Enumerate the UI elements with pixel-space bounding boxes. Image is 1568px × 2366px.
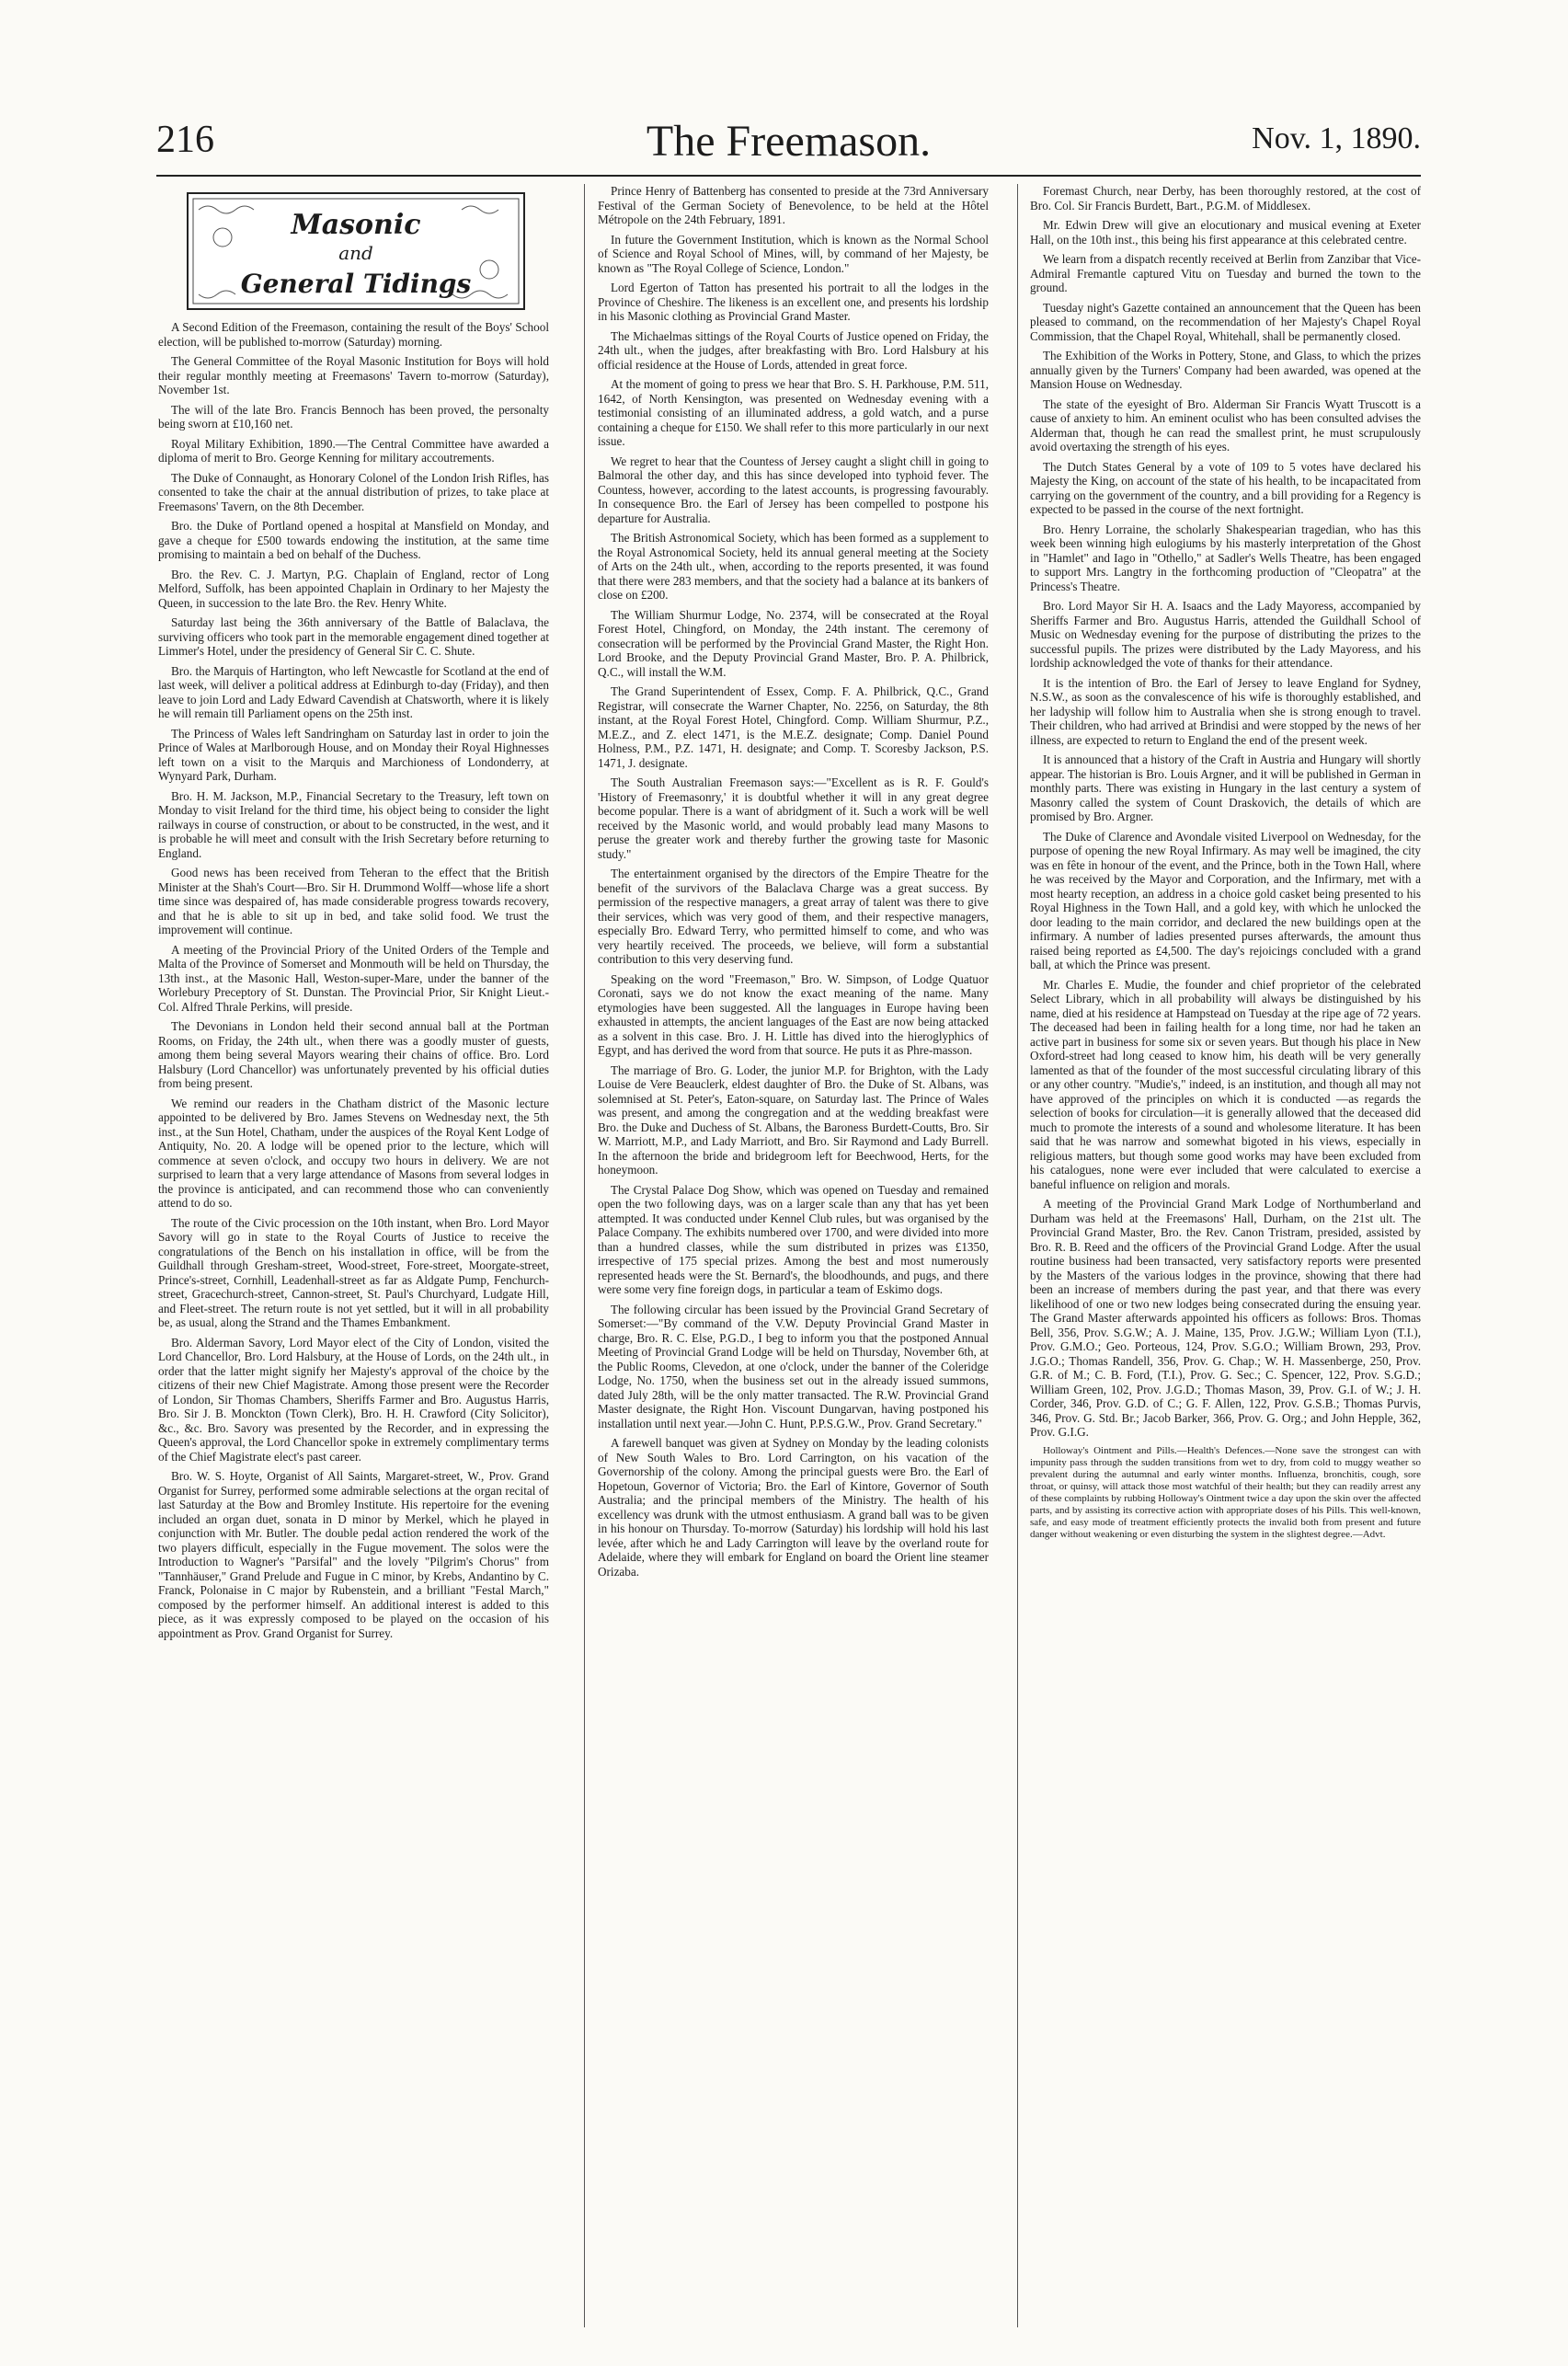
news-paragraph: The Dutch States General by a vote of 109 to 5 votes have declared his Majesty the King, on account of the state of his health, to be incapacitated from carrying on the government of the country, and a bill providing for a Regency is expected to be passed in the course of the next fortnight.: [1030, 459, 1421, 516]
news-paragraph: The route of the Civic procession on the 10th instant, when Bro. Lord Mayor Savory will go in state to the Royal Courts of Justice to receive the congratulations of the Bench on his installation in office, will be from the Guildhall through Gresham-street, Wood-street, Fore-street, Moorgate-street, Prince's-street, Cornhill, Leadenhall-street as far as Aldgate Pump, Fenchurch-street, Gracechurch-street, Cannon-street, St. Paul's Churchyard, Ludgate Hill, and Fleet-street. The return route is not yet settled, but it will in all probability be, as usual, along the Strand and the Thames Embankment.: [158, 1215, 549, 1329]
news-paragraph: Saturday last being the 36th anniversary of the Battle of Balaclava, the surviving officers who took part in the memorable engagement dined together at Limmer's Hotel, under the presidency of General Sir C. C. Shute.: [158, 615, 549, 658]
column-2: [598, 184, 989, 1584]
masthead-rule: [156, 175, 1421, 177]
news-paragraph: The British Astronomical Society, which has been formed as a supplement to the Royal Astronomical Society, held its annual general meeting at the Society of Arts on the 24th ult., when, according to the reports presented, it was found that there were 283 members, and that the society had a balance at its bankers of close on £200.: [598, 531, 989, 602]
news-paragraph: The state of the eyesight of Bro. Alderman Sir Francis Wyatt Truscott is a cause of anxiety to him. An eminent oculist who has been consulted advises the Alderman that, though he can read the smallest print, he must scrupulously avoid overtaxing the strength of his eyes.: [1030, 396, 1421, 454]
heading-line-1: Masonic: [291, 209, 421, 241]
column-1: [158, 184, 549, 1646]
news-paragraph: Foremast Church, near Derby, has been thoroughly restored, at the cost of Bro. Col. Sir Francis Burdett, Bart., P.G.M. of Middlesex.: [1030, 184, 1421, 212]
news-paragraph: The Grand Superintendent of Essex, Comp. F. A. Philbrick, Q.C., Grand Registrar, will consecrate the Warner Chapter, No. 2256, on Saturday, the 8th instant, at the Royal Forest Hotel, Chingford. Comp. William Shurmur, P.Z., M.E.Z., and Z. elect 1471, is the M.E.Z. designate; Comp. Daniel Pound Holness, P.M., P.Z. 1471, H. designate; and Comp. T. Scoresby Jackson, P.S. 1471, J. designate.: [598, 684, 989, 770]
news-paragraph: The following circular has been issued by the Provincial Grand Secretary of Somerset:—"By command of the V.W. Deputy Provincial Grand Master in charge, Bro. R. C. Else, P.G.D., I beg to inform you that the postponed Annual Meeting of Provincial Grand Lodge will be held on Thursday, November 6th, at the Public Rooms, Clevedon, at one o'clock, under the banner of the Coleridge Lodge, No. 1750, when the business set out in the already issued summons, dated July 28th, will be the only matter transacted. The R.W. Provincial Grand Master designate, the Right Hon. Viscount Dungarvan, having postponed his installation until next year.—John C. Hunt, P.P.S.G.W., Prov. Grand Secretary.": [598, 1302, 989, 1430]
news-paragraph: Bro. the Marquis of Hartington, who left Newcastle for Scotland at the end of last week, will deliver a political address at Edinburgh to-day (Friday), and then leave to join Lord and Lady Edward Cavendish at Chatsworth, where it is likely he will remain till Parliament opens on the 25th inst.: [158, 663, 549, 720]
news-paragraph: The will of the late Bro. Francis Bennoch has been proved, the personalty being sworn at £10,160 net.: [158, 402, 549, 431]
news-paragraph: The Exhibition of the Works in Pottery, Stone, and Glass, to which the prizes annually given by the Turners' Company had been awarded, was opened at the Mansion House on Wednesday.: [1030, 349, 1421, 391]
news-paragraph: The Duke of Clarence and Avondale visited Liverpool on Wednesday, for the purpose of opening the new Royal Infirmary. As may well be imagined, the city was en fête in honour of the event, and the Prince, both in the Town Hall, where he was received by the Mayor and Corporation, and the Infirmary, met with a most hearty reception, an address in a choice gold casket being presented to his Royal Highness in the Town Hall, and a gold key, with which he unlocked the door leading to the main corridor, and declared the new buildings open at the infirmary. A number of ladies presented purses afterwards, the amount thus raised being reported as £4,500. The day's rejoicings concluded with a grand ball, at which the Prince was present.: [1030, 829, 1421, 971]
issue-date: Nov. 1, 1890.: [1252, 121, 1421, 155]
news-paragraph: A farewell banquet was given at Sydney on Monday by the leading colonists of New South Wales to Bro. Lord Carrington, on his vacation of the Governorship of the colony. Among the principal guests were Bro. the Earl of Hopetoun, Governor of Victoria; Bro. the Earl of Kintore, Governor of South Australia; and the principal members of the Ministry. The health of his excellency was drunk with the utmost enthusiasm. A grand ball was to be given in his honour on Thursday. To-morrow (Saturday) his lordship will hold his last levée, after which he and Lady Carrington will leave by the overland route for Adelaide, where they will embark for England on board the Orient line steamer Orizaba.: [598, 1436, 989, 1579]
news-paragraph: The Crystal Palace Dog Show, which was opened on Tuesday and remained open the two following days, was on a larger scale than any that has yet been attempted. It was conducted under Kennel Club rules, but was organised by the Palace Company. The exhibits numbered over 1700, and were divided into more than a hundred classes, while the sum distributed in prizes was £1350, irrespective of 175 special prizes. Among the best and most numerously represented heads were the St. Bernard's, the bloodhounds, and pugs, and there were some very fine foreign dogs, in particular a team of Eskimo dogs.: [598, 1182, 989, 1296]
news-paragraph: The Devonians in London held their second annual ball at the Portman Rooms, on Friday, the 24th ult., when there was a goodly muster of guests, among them being several Mayors wearing their chains of office. Bro. Lord Halsbury (Lord Chancellor) was unfortunately prevented by his official duties from being present.: [158, 1019, 549, 1090]
column-2-paragraphs: [598, 184, 989, 1579]
news-paragraph: Bro. the Duke of Portland opened a hospital at Mansfield on Monday, and gave a cheque for £500 towards endowing the institution, at the same time promising to maintain a bed on behalf of the Duchess.: [158, 519, 549, 561]
news-paragraph: Mr. Charles E. Mudie, the founder and chief proprietor of the celebrated Select Library, which in all probability will always be distinguished by his name, died at his residence at Hampstead on Tuesday at the ripe age of 72 years. The deceased had been in failing health for a long time, nor had he taken an active part in business for some six or seven years. But though his place in New Oxford-street had long ceased to know him, his death will be very generally lamented as that of the founder of the most successful circulating library of this or any other country. "Mudie's," indeed, is an institution, and though all may not have approved of the principles on which it is conducted —as regards the selection of books for circulation—it is generally allowed that the deceased did much to promote the interests of a sound and wholesome literature. It has been said that he was narrow and somewhat bigoted in his views, especially in religious matters, but though some good works may have been excluded from his catalogues, none were ever included that were calculated to exercise a baneful influence on religion and morals.: [1030, 977, 1421, 1191]
news-paragraph: A meeting of the Provincial Priory of the United Orders of the Temple and Malta of the Province of Somerset and Monmouth will be held on Thursday, the 13th inst., at the Masonic Hall, Weston-super-Mare, under the banner of the Worlebury Preceptory of St. Dunstan. The Provincial Prior, Sir Knight Lieut.-Col. Alfred Thrale Perkins, will preside.: [158, 942, 549, 1014]
news-paragraph: Speaking on the word "Freemason," Bro. W. Simpson, of Lodge Quatuor Coronati, says we do not know the exact meaning of the name. Many etymologies have been suggested. All the languages in Europe having been exhausted in attempts, the ancient languages of the East are now being attacked as a solvent in this case. Bro. J. H. Little has dived into the hieroglyphics of Egypt, and has derived the word from that source. He puts it as Phre-masson.: [598, 971, 989, 1057]
news-paragraph: The Princess of Wales left Sandringham on Saturday last in order to join the Prince of Wales at Marlborough House, and on Monday their Royal Highnesses left town on a visit to the Marquis and Marchioness of Londonderry, at Wynyard Park, Durham.: [158, 726, 549, 783]
news-paragraph: The South Australian Freemason says:—"Excellent as is R. F. Gould's 'History of Freemasonry,' it is doubtful whether it will in any great degree become popular. There is a want of abridgment of it. Such a work will be well received by the Masonic world, and would probably lead many Masons to peruse the greater work and thereby further the growing taste for Masonic study.": [598, 775, 989, 861]
news-paragraph: The William Shurmur Lodge, No. 2374, will be consecrated at the Royal Forest Hotel, Chingford, on Monday, the 24th instant. The ceremony of consecration will be performed by the Provincial Grand Master, the Right Hon. Lord Brooke, and the Deputy Provincial Grand Master, Bro. P. A. Philbrick, Q.C., will install the W.M.: [598, 607, 989, 679]
news-paragraph: The Duke of Connaught, as Honorary Colonel of the London Irish Rifles, has consented to take the chair at the annual distribution of prizes, to take place at Freemasons' Tavern, on the 8th December.: [158, 470, 549, 513]
news-paragraph: A meeting of the Provincial Grand Mark Lodge of Northumberland and Durham was held at the Freemasons' Hall, Durham, on the 21st ult. The Provincial Grand Master, Bro. the Rev. Canon Tristram, presided, assisted by Bro. R. B. Reed and the officers of the Provincial Grand Lodge. After the usual routine business had been transacted, very satisfactory reports were presented by the Masters of the various lodges in the province, showing that there had been an increase of members during the past year, and that there was every likelihood of one or two new lodges being consecrated during the ensuing year. The Grand Master afterwards appointed his officers as follows: Bros. Thomas Bell, 356, Prov. S.G.W.; A. J. Maine, 135, Prov. J.G.W.; William Lyon (T.I.), Prov. G.M.O.; Geo. Porteous, 124, Prov. S.G.O.; William Brown, 293, Prov. J.G.O.; Thomas Randell, 356, Prov. G. Chap.; W. H. Massenberge, 250, Prov. G.R. of M.; C. B. Ford, (T.I.), Prov. G. Sec.; C. Spencer, 122, Prov. S.G.D.; William Green, 102, Prov. J.G.D.; Thomas Mason, 39, Prov. G.I. of W.; J. H. Corder, 346, Prov. G.D. of C.; G. F. Allen, 122, Prov. G.S.B.; Thomas Purvis, 346, Prov. G. Std. Br.; Jacob Barker, 366, Prov. G. Org.; and John Hepple, 362, Prov. G.I.G.: [1030, 1197, 1421, 1439]
news-paragraph: We learn from a dispatch recently received at Berlin from Zanzibar that Vice-Admiral Fremantle captured Vitu on Tuesday and burned the town to the ground.: [1030, 252, 1421, 294]
heading-line-3: General Tidings: [240, 269, 472, 299]
news-paragraph: The Michaelmas sittings of the Royal Courts of Justice opened on Friday, the 24th ult., when the judges, after breakfasting with Bro. Lord Halsbury at his official residence at the House of Lords, attended in great force.: [598, 328, 989, 372]
news-paragraph: At the moment of going to press we hear that Bro. S. H. Parkhouse, P.M. 511, 1642, of North Kensington, was presented on Wednesday evening with a testimonial consisting of an illuminated address, a gold watch, and a purse containing a cheque for £150. We shall refer to this more particularly in our next issue.: [598, 377, 989, 448]
column-3-paragraphs: [1030, 184, 1421, 1440]
masthead: [156, 118, 1421, 173]
news-paragraph: We regret to hear that the Countess of Jersey caught a slight chill in going to Balmoral the other day, and this has since developed into typhoid fever. The Countess, however, according to the latest accounts, is progressing favourably. In consequence Bro. the Earl of Jersey has been compelled to postpone his departure for Australia.: [598, 454, 989, 525]
news-paragraph: A Second Edition of the Freemason, containing the result of the Boys' School election, will be published to-morrow (Saturday) morning.: [158, 320, 549, 349]
ornamental-heading-svg: [186, 191, 526, 311]
newspaper-title: The Freemason.: [646, 117, 932, 166]
news-paragraph: Royal Military Exhibition, 1890.—The Central Committee have awarded a diploma of merit to Bro. George Kenning for military accoutrements.: [158, 436, 549, 465]
news-paragraph: Bro. Lord Mayor Sir H. A. Isaacs and the Lady Mayoress, accompanied by Sheriffs Farmer and Bro. Augustus Harris, attended the Guildhall School of Music on Wednesday evening for the purpose of distributing the prizes to the successful pupils. The prizes were distributed by the Lady Mayoress, and his lordship acknowledged the vote of thanks for their attendance.: [1030, 599, 1421, 670]
section-heading-ornament: [186, 191, 526, 311]
heading-line-2: and: [338, 242, 373, 264]
news-paragraph: Bro. the Rev. C. J. Martyn, P.G. Chaplain of England, rector of Long Melford, Suffolk, has been appointed Chaplain in Ordinary to her Majesty the Queen, in succession to the late Bro. the Rev. Henry White.: [158, 567, 549, 610]
holloway-advertisement: Holloway's Ointment and Pills.—Health's Defences.—None save the strongest can with impunity pass through the sudden transitions from wet to dry, from cold to muggy weather so prevalent during the autumnal and early winter months. Influenza, bronchitis, cough, sore throat, or quinsy, will attack those most watchful of their health; but they can readily arrest any of these complaints by rubbing Holloway's Ointment twice a day upon the skin over the affected parts, and by assisting its corrective action with appropriate doses of his Pills. This well-known, safe, and easy mode of treatment efficiently protects the invalid both from present and future danger without weakening or even disturbing the system in the slightest degree.—Advt.: [1030, 1444, 1421, 1540]
column-1-paragraphs: [158, 320, 549, 1640]
news-paragraph: The entertainment organised by the directors of the Empire Theatre for the benefit of the survivors of the Balaclava Charge was a great success. By permission of the respective managers, a great array of talent was there to give their services, which was very good of them, and their respective managers, especially Bro. Edward Terry, who permitted himself to come, and who was very heartily received. The proceeds, we believe, will form a substantial contribution to this very deserving fund.: [598, 867, 989, 966]
news-paragraph: Tuesday night's Gazette contained an announcement that the Queen has been pleased to command, on the recommendation of her Majesty's Chapel Royal Commission, that the Chapel Royal, Whitehall, shall be permanently closed.: [1030, 300, 1421, 343]
column-divider: [1017, 184, 1018, 2327]
news-paragraph: Bro. W. S. Hoyte, Organist of All Saints, Margaret-street, W., Prov. Grand Organist for Surrey, performed some admirable selections at the organ recital of last Saturday at the Bow and Bromley Institute. His repertoire for the evening included an organ duet, sonata in D minor by Merkel, which he played in conjunction with Mr. Butler. The double pedal action rendered the work of the two players difficult, especially in the Fugue movement. The solos were the Introduction to Wagner's "Parsifal" and the lovely "Pilgrim's Chorus" from "Tannhäuser," Grand Prelude and Fugue in C minor, by Krebs, Andantino by C. Franck, Polonaise in C major by Rubenstein, and a brilliant "Festal March," composed by the performer himself. An additional interest is added to this piece, as it was expressly composed to be played on the occasion of his appointment as Prov. Grand Organist for Surrey.: [158, 1469, 549, 1640]
news-paragraph: Bro. Henry Lorraine, the scholarly Shakespearian tragedian, who has this week been winning high eulogiums by his masterly interpretation of the Ghost in "Hamlet" and Iago in "Othello," at Sadler's Wells Theatre, has been engaged to support Mrs. Langtry in the forthcoming production of "Cleopatra" at the Princess's Theatre.: [1030, 522, 1421, 593]
news-paragraph: The marriage of Bro. G. Loder, the junior M.P. for Brighton, with the Lady Louise de Vere Beauclerk, eldest daughter of Bro. the Duke of St. Albans, was solemnised at St. Peter's, Eaton-square, on Saturday last. The Prince of Wales was present, and among the congregation and at the wedding breakfast were Bro. the Duke and Duchess of St. Albans, the Baroness Burdett-Coutts, Bro. Sir W. Marriott, M.P., and Lady Marriott, and Bro. Sir Raymond and Lady Burrell. In the afternoon the bride and bridegroom left for Beechwood, Herts, for the honeymoon.: [598, 1062, 989, 1177]
news-paragraph: It is announced that a history of the Craft in Austria and Hungary will shortly appear. The historian is Bro. Louis Argner, and it will be published in German in monthly parts. There was existing in Hungary in the last century a system of Masonry called the system of Count Draskovich, the details of which are promised by Bro. Argner.: [1030, 752, 1421, 823]
news-paragraph: Bro. Alderman Savory, Lord Mayor elect of the City of London, visited the Lord Chancellor, Bro. Lord Halsbury, at the House of Lords, on the 24th ult., in order that the latter might signify her Majesty's approval of the choice by the citizens of their new Chief Magistrate. Among those present were the Recorder of London, Sir Thomas Chambers, Sheriffs Farmer and Bro. Augustus Harris, Bro. Sir J. B. Monckton (Town Clerk), Bro. H. H. Crawford (City Solicitor), &c., &c. Bro. Savory was presented by the Recorder, and in expressing the Queen's approval, the Lord Chancellor spoke in extremely complimentary terms of the Chief Magistrate elect's past career.: [158, 1335, 549, 1464]
column-divider: [584, 184, 585, 2327]
news-paragraph: Bro. H. M. Jackson, M.P., Financial Secretary to the Treasury, left town on Monday to visit Ireland for the third time, his object being to consider the light railways in course of construction, or about to be constructed, in the west, and it is probable he will meet and consult with the Irish Secretary before returning to England.: [158, 788, 549, 860]
news-paragraph: Prince Henry of Battenberg has consented to preside at the 73rd Anniversary Festival of the German Society of Benevolence, to be held at the Hôtel Métropole on the 24th February, 1891.: [598, 184, 989, 226]
news-paragraph: We remind our readers in the Chatham district of the Masonic lecture appointed to be delivered by Bro. James Stevens on Wednesday next, the 5th inst., at the Sun Hotel, Chatham, under the auspices of the Royal Kent Lodge of Antiquity, No. 20. A lodge will be opened prior to the lecture, which will commence at seven o'clock, and occupy two hours in delivery. We are not surprised to learn that a very large attendance of Masons from several lodges in the province is anticipated, and can recommend those who can conveniently attend to do so.: [158, 1096, 549, 1210]
column-3: [1030, 184, 1421, 1546]
news-paragraph: The General Committee of the Royal Masonic Institution for Boys will hold their regular monthly meeting at Freemasons' Tavern to-morrow (Saturday), November 1st.: [158, 354, 549, 396]
news-paragraph: In future the Government Institution, which is known as the Normal School of Science and Royal School of Mines, will, by command of her Majesty, be known as "The Royal College of Science, London.": [598, 232, 989, 275]
news-paragraph: Good news has been received from Teheran to the effect that the British Minister at the Shah's Court—Bro. Sir H. Drummond Wolff—whose life a short time since was despaired of, has made considerable progress towards recovery, and that he is able to sit up in bed, and take solid food. We trust the improvement will continue.: [158, 866, 549, 936]
news-paragraph: Mr. Edwin Drew will give an elocutionary and musical evening at Exeter Hall, on the 10th inst., this being his first appearance at this celebrated centre.: [1030, 218, 1421, 247]
news-paragraph: Lord Egerton of Tatton has presented his portrait to all the lodges in the Province of Cheshire. The likeness is an excellent one, and presents his lordship in his Masonic clothing as Provincial Grand Master.: [598, 281, 989, 323]
page-number: 216: [156, 119, 214, 161]
news-paragraph: It is the intention of Bro. the Earl of Jersey to leave England for Sydney, N.S.W., as soon as the convalescence of his wife is thoroughly established, and her ladyship will follow him to Australia when she is strong enough to travel. Their children, who had arrived at Brindisi and were stopped by the news of her illness, are expected to return to England the end of the present week.: [1030, 675, 1421, 747]
